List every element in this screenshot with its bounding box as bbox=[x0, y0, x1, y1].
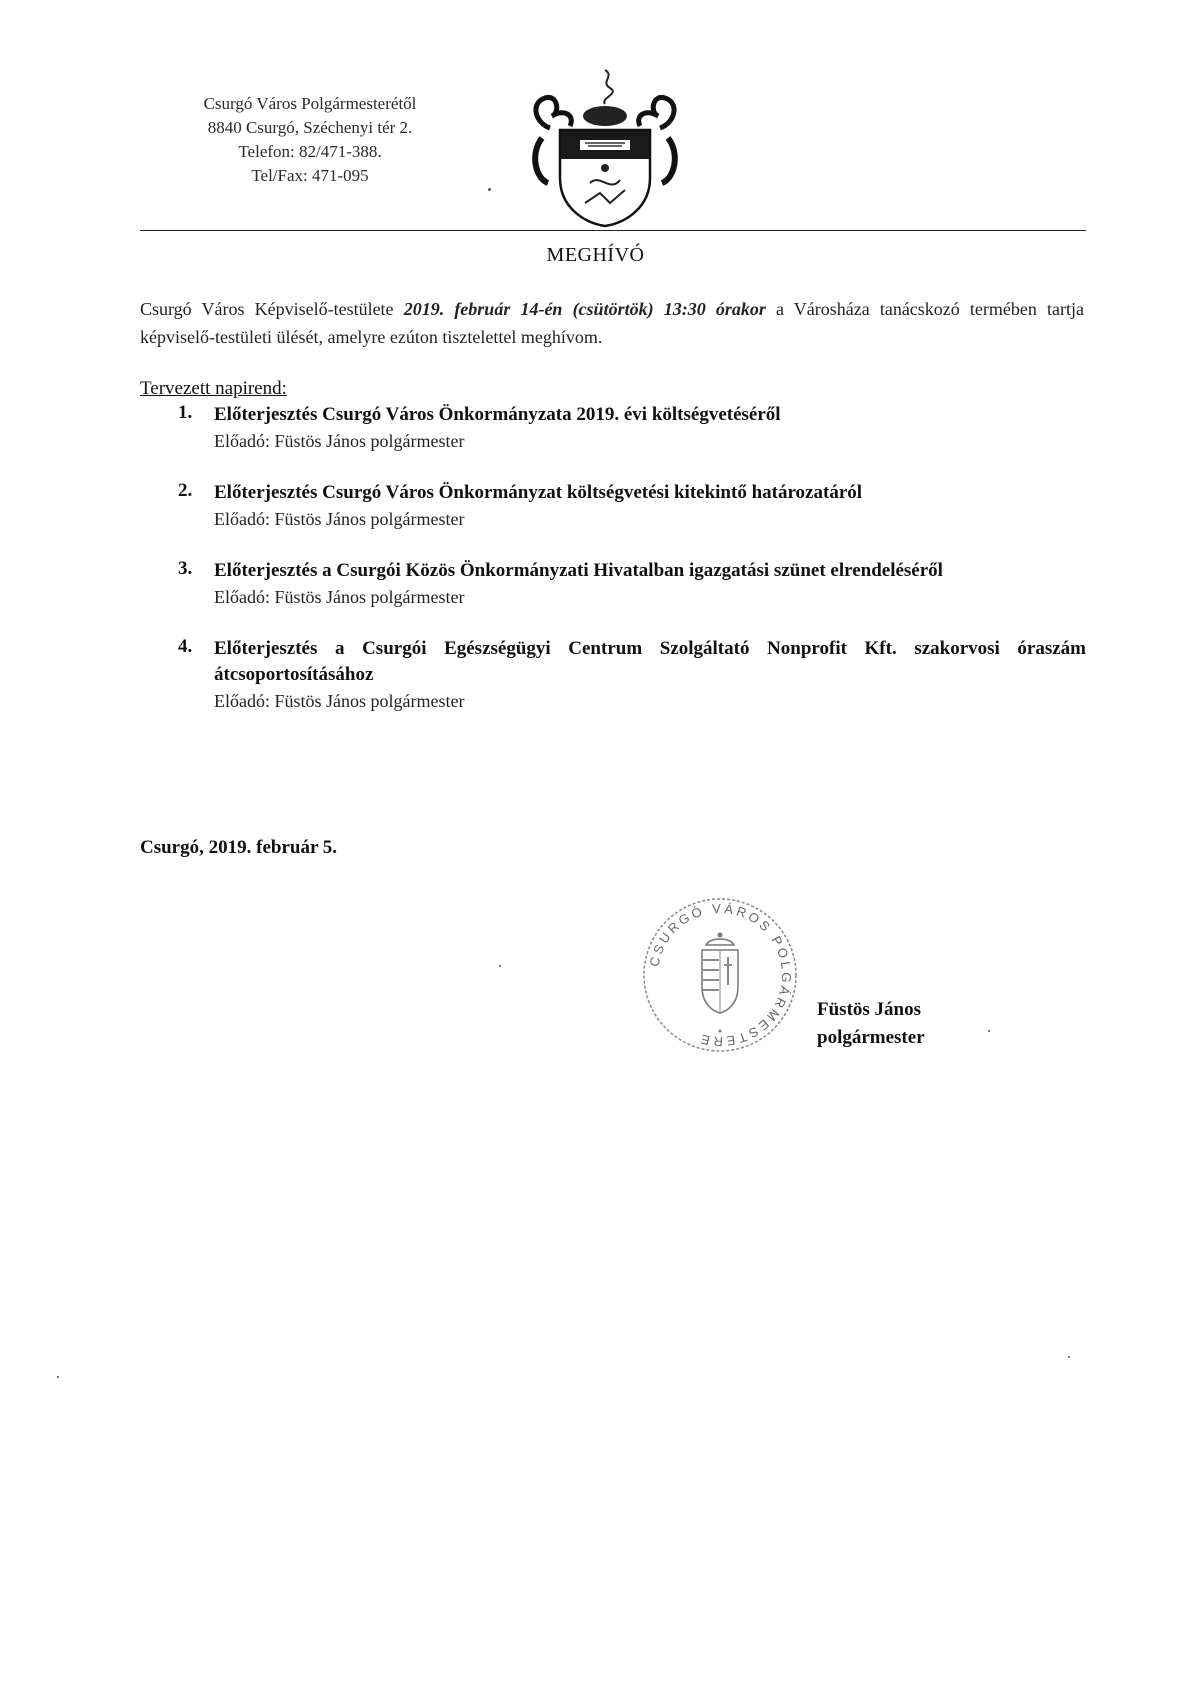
sender-address-block bbox=[180, 92, 440, 188]
intro-lead: Csurgó Város Képviselő-testülete bbox=[140, 299, 404, 319]
stamp-text: CSURGÓ VÁROS POLGÁRMESTERE bbox=[646, 900, 795, 1050]
scan-speck bbox=[499, 965, 501, 967]
agenda-item-title: Előterjesztés a Csurgói Közös Önkormányzati Hivatalban igazgatási szünet elrendeléséről bbox=[214, 560, 943, 581]
agenda-item-presenter: Előadó: Füstös János polgármester bbox=[214, 587, 465, 607]
intro-tail: a Városháza tanácskozó termében tartja képviselő-testületi ülését, amelyre ezúton tisztelettel meghívom. bbox=[140, 299, 1084, 347]
signature-block bbox=[817, 996, 925, 1052]
agenda-heading: Tervezett napirend: bbox=[140, 378, 287, 399]
meeting-datetime: 2019. február 14-én (csütörtök) 13:30 órakor bbox=[403, 299, 766, 319]
agenda-item-title: Előterjesztés Csurgó Város Önkormányzata 2019. évi költségvetéséről bbox=[214, 404, 781, 425]
agenda-item bbox=[140, 558, 1086, 610]
agenda-item-presenter: Előadó: Füstös János polgármester bbox=[214, 509, 465, 529]
sender-name: Csurgó Város Polgármesterétől bbox=[203, 94, 417, 113]
issue-date: Csurgó, 2019. február 5. bbox=[140, 837, 338, 858]
agenda-item-title: Előterjesztés a Csurgói Egészségügyi Centrum Szolgáltató Nonprofit Kft. szakorvosi óraszám átcsoportosításához bbox=[214, 638, 1086, 685]
sender-address: 8840 Csurgó, Széchenyi tér 2. bbox=[207, 118, 413, 137]
scan-speck bbox=[57, 1376, 59, 1378]
document-title: MEGHÍVÓ bbox=[546, 244, 645, 266]
agenda-item-presenter: Előadó: Füstös János polgármester bbox=[214, 431, 465, 451]
invitation-paragraph bbox=[140, 295, 1084, 351]
agenda-item-number: 2. bbox=[178, 480, 193, 501]
sender-fax: Tel/Fax: 471-095 bbox=[251, 166, 369, 185]
agenda-list bbox=[140, 402, 1086, 740]
signer-name: Füstös János bbox=[817, 999, 921, 1020]
sender-phone: Telefon: 82/471-388. bbox=[238, 142, 382, 161]
scan-speck bbox=[1068, 1356, 1070, 1358]
agenda-item bbox=[140, 402, 1086, 454]
agenda-item-number: 4. bbox=[178, 636, 193, 657]
official-stamp-icon bbox=[640, 895, 800, 1055]
scan-speck bbox=[488, 188, 491, 191]
signer-role: polgármester bbox=[817, 1027, 925, 1048]
agenda-item-number: 3. bbox=[178, 558, 193, 579]
agenda-item bbox=[140, 480, 1086, 532]
agenda-item-title: Előterjesztés Csurgó Város Önkormányzat költségvetési kitekintő határozatáról bbox=[214, 482, 863, 503]
agenda-item bbox=[140, 636, 1086, 714]
header-divider bbox=[140, 230, 1086, 231]
agenda-item-presenter: Előadó: Füstös János polgármester bbox=[214, 691, 465, 711]
agenda-item-number: 1. bbox=[178, 402, 193, 423]
town-coat-of-arms-icon bbox=[530, 68, 680, 228]
scan-speck bbox=[988, 1030, 990, 1032]
